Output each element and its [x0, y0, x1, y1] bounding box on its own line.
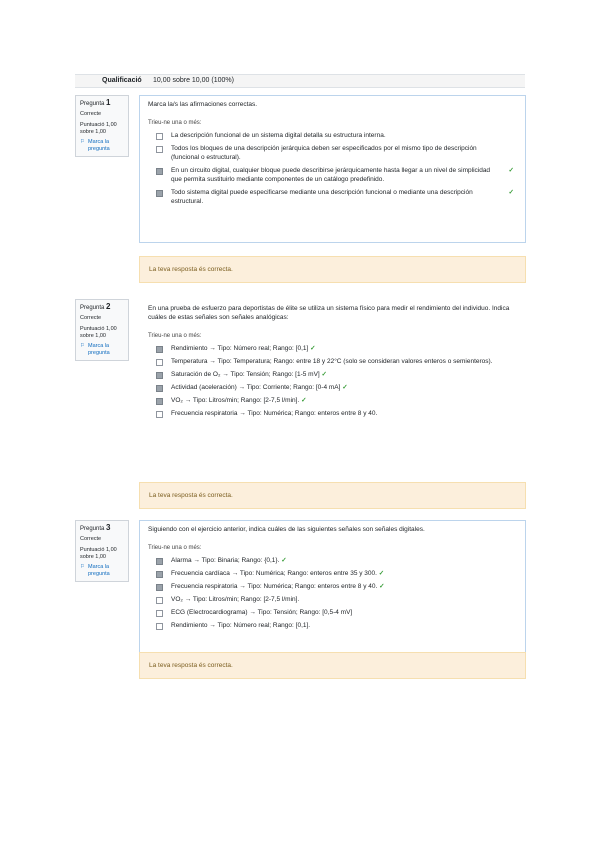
answer-label: Frecuencia cardíaca → Tipo: Numérica; Rango: enteros entre 35 y 300. [171, 570, 377, 577]
answer-checkbox[interactable] [156, 168, 163, 175]
answer-checkbox[interactable] [156, 398, 163, 405]
correct-check-icon: ✓ [378, 570, 385, 577]
answer-label: Todo sistema digital puede especificarse mediante una descripción funcional o mediante una descripción estructural. [171, 189, 473, 205]
answer-text [171, 569, 517, 578]
question-grade-2: Puntuació 1,00 sobre 1,00 [80, 326, 117, 339]
flag-icon: ⚐ [80, 343, 85, 349]
answer-text [171, 396, 517, 405]
flag-icon: ⚐ [80, 564, 85, 570]
answer-option[interactable] [148, 370, 517, 379]
answer-label: Frecuencia respiratoria → Tipo: Numérica; Rango: enteros entre 8 y 40. [171, 583, 378, 590]
question-grade-3: Puntuació 1,00 sobre 1,00 [80, 547, 117, 560]
answer-text [171, 144, 517, 162]
answer-checkbox[interactable] [156, 146, 163, 153]
answer-text [171, 608, 517, 617]
answer-option[interactable] [148, 144, 517, 162]
correct-check-icon: ✓ [379, 583, 385, 590]
question-box-3 [139, 520, 526, 670]
answer-option[interactable] [148, 188, 517, 206]
answer-checkbox[interactable] [156, 372, 163, 379]
answer-text [171, 370, 517, 379]
answer-text [171, 131, 517, 140]
answer-text [171, 621, 517, 630]
answer-checkbox[interactable] [156, 190, 163, 197]
question-number-2: Pregunta 2 [80, 302, 111, 311]
answer-checkbox[interactable] [156, 558, 163, 565]
question-box-1 [139, 95, 526, 243]
feedback-2: La teva resposta és correcta. [139, 482, 526, 509]
answer-label: Actividad (aceleración) → Tipo: Corriente; Rango: [0-4 mA] [171, 384, 341, 391]
choose-prompt-2: Trieu-ne una o més: [148, 333, 202, 339]
question-text-2: En una prueba de esfuerzo para deportistas de élite se utiliza un sistema físico para medir el rendimiento del individuo. Indica cuáles de estas señales son señales analógicas: [148, 305, 510, 321]
answer-checkbox[interactable] [156, 584, 163, 591]
answer-option[interactable] [148, 344, 517, 353]
question-text-3: Siguiendo con el ejercicio anterior, indica cuáles de las siguientes señales son señales digitales. [148, 526, 425, 533]
answer-checkbox[interactable] [156, 610, 163, 617]
question-grade-1: Puntuació 1,00 sobre 1,00 [80, 122, 117, 135]
answer-label: Rendimiento → Tipo: Número real; Rango: [0,1] [171, 345, 309, 352]
question-info-2 [75, 299, 129, 361]
answer-checkbox[interactable] [156, 359, 163, 366]
answer-text [171, 188, 517, 206]
answer-text [171, 344, 517, 353]
answer-label: Rendimiento → Tipo: Número real; Rango: [0,1]. [171, 622, 311, 629]
answer-text [171, 357, 517, 366]
answer-option[interactable] [148, 131, 517, 140]
answer-label: Saturación de O₂ → Tipo: Tensión; Rango: [1-5 mV] [171, 371, 320, 378]
answer-label: En un circuito digital, cualquier bloque puede describirse jerárquicamente hasta llegar a un nivel de simplicidad que permita sustituirlo mediante componentes de un catálogo predefinido. [171, 167, 491, 183]
answer-checkbox[interactable] [156, 571, 163, 578]
correct-check-icon: ✓ [301, 397, 307, 404]
answer-checkbox[interactable] [156, 411, 163, 418]
answer-label: La descripción funcional de un sistema digital detalla su estructura interna. [171, 132, 386, 139]
answer-checkbox[interactable] [156, 597, 163, 604]
answer-option[interactable] [148, 621, 517, 630]
answer-label: Temperatura → Tipo: Temperatura; Rango: entre 18 y 22°C (solo se consideran valores enteros o semienteros). [171, 358, 493, 365]
feedback-1: La teva resposta és correcta. [139, 256, 526, 283]
answer-option[interactable] [148, 166, 517, 184]
answer-checkbox[interactable] [156, 346, 163, 353]
question-box-2 [139, 299, 526, 471]
answer-text [171, 595, 517, 604]
answer-text [171, 582, 517, 591]
question-text-1: Marca la/s las afirmaciones correctas. [148, 101, 258, 108]
choose-prompt-3: Trieu-ne una o més: [148, 545, 202, 551]
correct-check-icon: ✓ [342, 384, 348, 391]
answer-option[interactable] [148, 595, 517, 604]
answer-label: VO₂ → Tipo: Litros/min; Rango: [2-7,5 l/min]. [171, 397, 300, 404]
question-state-1: Correcte [80, 111, 102, 117]
answer-checkbox[interactable] [156, 385, 163, 392]
correct-check-icon: ✓ [310, 345, 316, 352]
answer-label: Alarma → Tipo: Binaria; Rango: {0,1}. [171, 557, 280, 564]
grade-summary-label: Qualificació [102, 77, 142, 84]
grade-summary [75, 74, 525, 88]
flag-question-link-3[interactable]: ⚐ Marca la pregunta [80, 564, 110, 577]
feedback-3: La teva resposta és correcta. [139, 652, 526, 679]
answer-text [171, 409, 517, 418]
answer-text [171, 556, 517, 565]
answer-option[interactable] [148, 556, 517, 565]
correct-check-icon: ✓ [508, 167, 514, 174]
answer-text [171, 166, 517, 184]
correct-check-icon: ✓ [281, 557, 287, 564]
question-state-3: Correcte [80, 536, 102, 542]
correct-check-icon: ✓ [321, 371, 327, 378]
question-info-3 [75, 520, 129, 582]
answer-checkbox[interactable] [156, 133, 163, 140]
correct-check-icon: ✓ [508, 189, 514, 196]
answer-option[interactable] [148, 383, 517, 392]
answer-option[interactable] [148, 582, 517, 591]
answer-label: VO₂ → Tipo: Litros/min; Rango: [2-7,5 l/min]. [171, 596, 300, 603]
answer-option[interactable] [148, 396, 517, 405]
answer-option[interactable] [148, 569, 517, 578]
answer-label: Todos los bloques de una descripción jerárquica deben ser especificados por el mismo tipo de descripción (funcional o estructural). [171, 145, 477, 161]
answer-option[interactable] [148, 409, 517, 418]
grade-summary-value: 10,00 sobre 10,00 (100%) [153, 77, 234, 84]
answer-label: ECG (Electrocardiograma) → Tipo: Tensión; Rango: [0,5-4 mV] [171, 609, 353, 616]
answer-text [171, 383, 517, 392]
answer-checkbox[interactable] [156, 623, 163, 630]
answer-label: Frecuencia respiratoria → Tipo: Numérica; Rango: enteros entre 8 y 40. [171, 410, 378, 417]
flag-question-link-2[interactable]: ⚐ Marca la pregunta [80, 343, 110, 356]
answer-option[interactable] [148, 357, 517, 366]
answer-option[interactable] [148, 608, 517, 617]
question-number-1: Pregunta 1 [80, 98, 111, 107]
question-state-2: Correcte [80, 315, 102, 321]
flag-icon: ⚐ [80, 139, 85, 145]
flag-question-link-1[interactable]: ⚐ Marca la pregunta [80, 139, 110, 152]
choose-prompt-1: Trieu-ne una o més: [148, 120, 202, 126]
question-info-1 [75, 95, 129, 157]
question-number-3: Pregunta 3 [80, 523, 111, 532]
